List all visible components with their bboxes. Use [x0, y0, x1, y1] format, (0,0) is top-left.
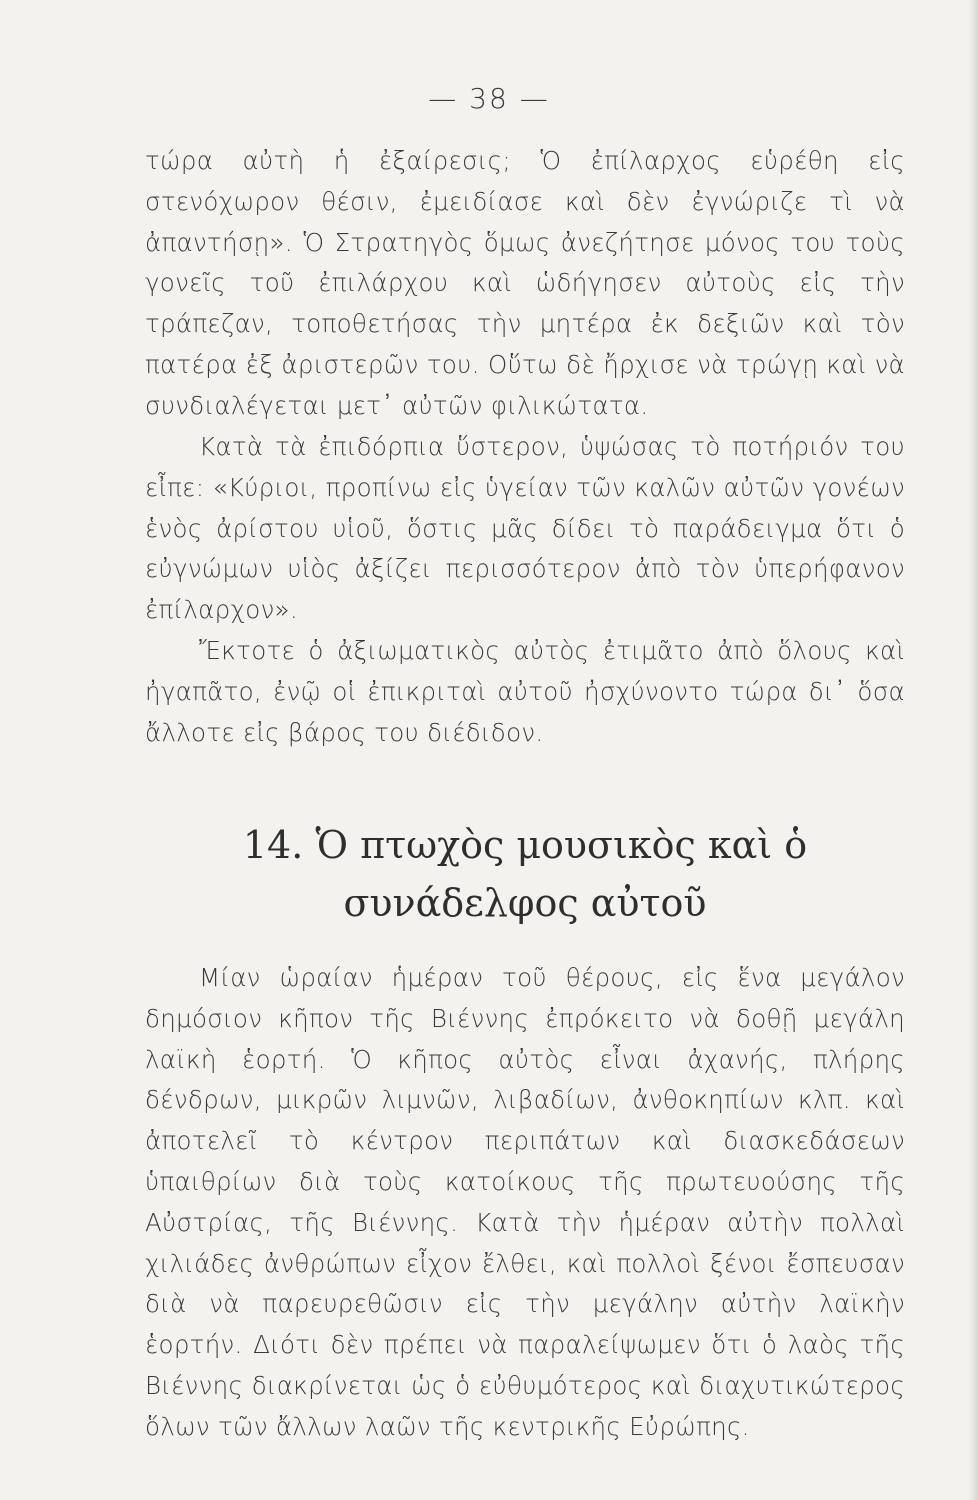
- chapter-heading-line-1: 14. Ὁ πτωχὸς μουσικὸς καὶ ὁ: [242, 823, 808, 867]
- chapter-heading: [145, 816, 905, 932]
- page-number: — 38 —: [428, 82, 550, 115]
- page-edge-shadow: [968, 0, 978, 1500]
- paragraph-1-text: τώρα αὐτὴ ἡ ἐξαίρεσις; Ὁ ἐπίλαρχος εὑρέθη εἰς στενόχωρον θέσιν, ἐμειδίασε καὶ δὲν ἐγνώριζε τὶ νὰ ἀπαντήσῃ». Ὁ Στρατηγὸς ὅμως ἀνεζήτησε μόνος του τοὺς γονεῖς τοῦ ἐπιλάρχου καὶ ὡδήγησεν αὐτοὺς εἰς τὴν τράπεζαν, τοποθετήσας τὴν μητέρα ἐκ δεξιῶν καὶ τὸν πατέρα ἐξ ἀριστερῶν του. Οὕτω δὲ ἤρχισε νὰ τρώγῃ καὶ νὰ συνδιαλέγεται μετ᾽ αὐτῶν φιλικώτατα.: [145, 146, 905, 420]
- paragraph-3: [145, 631, 905, 753]
- chapter-heading-line-2: συνάδελφος αὐτοῦ: [343, 881, 707, 925]
- paragraph-3-text: Ἔκτοτε ὁ ἀξιωματικὸς αὐτὸς ἐτιμᾶτο ἀπὸ ὅλους καὶ ἠγαπᾶτο, ἐνῷ οἱ ἐπικριταὶ αὐτοῦ ἠσχύνοντο τώρα δι᾽ ὅσα ἄλλοτε εἰς βάρος του διέδιδον.: [145, 636, 905, 747]
- paragraph-4: [145, 958, 905, 1448]
- paragraph-2: [145, 427, 905, 631]
- paragraph-2-text: Κατὰ τὰ ἐπιδόρπια ὕστερον, ὑψώσας τὸ ποτήριόν του εἶπε: «Κύριοι, προπίνω εἰς ὑγείαν τῶν καλῶν αὐτῶν γονέων ἑνὸς ἀρίστου υἱοῦ, ὅστις μᾶς δίδει τὸ παράδειγμα ὅτι ὁ εὐγνώμων υἱὸς ἀξίζει περισσότερον ἀπὸ τὸν ὑπερήφανον ἐπίλαρχον».: [145, 432, 905, 625]
- paragraph-1: [145, 141, 905, 427]
- paragraph-4-text: Μίαν ὡραίαν ἡμέραν τοῦ θέρους, εἰς ἕνα μεγάλον δημόσιον κῆπον τῆς Βιέννης ἐπρόκειτο νὰ δοθῇ μεγάλη λαϊκὴ ἑορτή. Ὁ κῆπος αὐτὸς εἶναι ἀχανής, πλήρης δένδρων, μικρῶν λιμνῶν, λιβαδίων, ἀνθοκηπίων κλπ. καὶ ἀποτελεῖ τὸ κέντρον περιπάτων καὶ διασκεδάσεων ὑπαιθρίων διὰ τοὺς κατοίκους τῆς πρωτευούσης τῆς Αὐστρίας, τῆς Βιέννης. Κατὰ τὴν ἡμέραν αὐτὴν πολλαὶ χιλιάδες ἀνθρώπων εἶχον ἔλθει, καὶ πολλοὶ ξένοι ἔσπευσαν διὰ νὰ παρευρεθῶσιν εἰς τὴν μεγάλην αὐτὴν λαϊκὴν ἑορτήν. Διότι δὲν πρέπει νὰ παραλείψωμεν ὅτι ὁ λαὸς τῆς Βιέννης διακρίνεται ὡς ὁ εὐθυμότερος καὶ διαχυτικώτερος ὅλων τῶν ἄλλων λαῶν τῆς κεντρικῆς Εὐρώπης.: [145, 963, 905, 1441]
